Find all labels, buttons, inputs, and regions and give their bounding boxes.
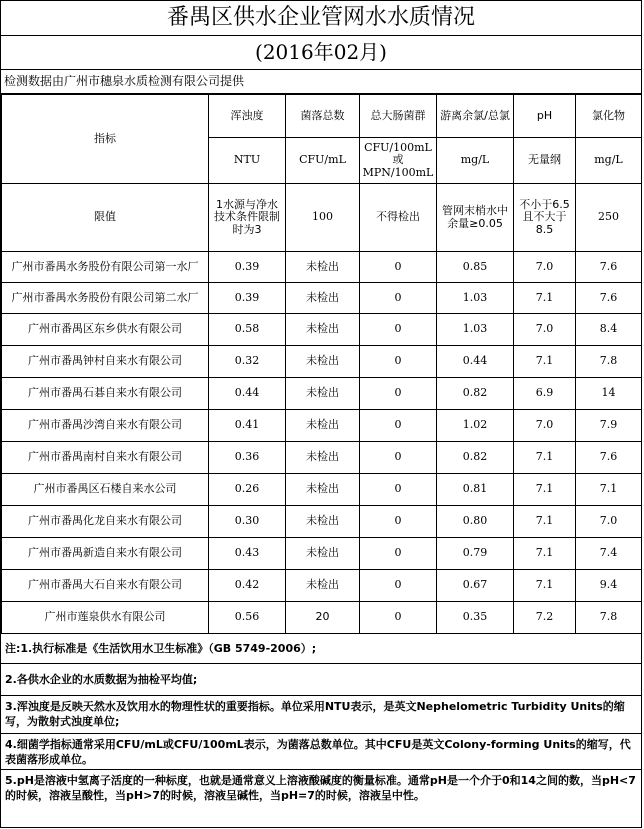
unit-chloride: mg/L: [576, 138, 642, 184]
cell-company: 广州市番禺化龙自来水有限公司: [2, 506, 209, 538]
cell-ph: 7.0: [514, 410, 576, 442]
cell-chloride: 14: [576, 378, 642, 410]
cell-company: 广州市番禺区石楼自来水公司: [2, 474, 209, 506]
table-row: [2, 570, 642, 602]
cell-chlorine: 0.67: [437, 570, 514, 602]
cell-turbidity: 0.41: [209, 410, 286, 442]
cell-ph: 7.0: [514, 314, 576, 346]
header-indicator: 指标: [2, 95, 209, 184]
cell-chloride: 8.4: [576, 314, 642, 346]
cell-chlorine: 0.82: [437, 378, 514, 410]
cell-colony: 未检出: [286, 570, 360, 602]
cell-ph: 7.1: [514, 538, 576, 570]
note-2: 2.各供水企业的水质数据为抽检平均值;: [1, 664, 641, 696]
cell-turbidity: 0.39: [209, 283, 286, 314]
cell-company: 广州市番禺大石自来水有限公司: [2, 570, 209, 602]
cell-chlorine: 0.44: [437, 346, 514, 378]
cell-colony: 未检出: [286, 538, 360, 570]
note-3: 3.浑浊度是反映天然水及饮用水的物理性状的重要指标。单位采用NTU表示，是英文Nephelometric Turbidity Units的缩写，为散射式浊度单位;: [1, 696, 641, 734]
cell-ph: 6.9: [514, 378, 576, 410]
table-row: [2, 283, 642, 314]
header-colony: 菌落总数: [286, 95, 360, 138]
cell-coliform: 0: [360, 314, 437, 346]
cell-company: 广州市番禺区东乡供水有限公司: [2, 314, 209, 346]
cell-turbidity: 0.44: [209, 378, 286, 410]
cell-chloride: 7.8: [576, 346, 642, 378]
cell-chlorine: 0.80: [437, 506, 514, 538]
cell-ph: 7.1: [514, 570, 576, 602]
cell-coliform: 0: [360, 506, 437, 538]
cell-ph: 7.1: [514, 506, 576, 538]
table-row: [2, 410, 642, 442]
table-row: [2, 378, 642, 410]
cell-colony: 未检出: [286, 506, 360, 538]
cell-company: 广州市番禺南村自来水有限公司: [2, 442, 209, 474]
cell-chloride: 7.6: [576, 442, 642, 474]
cell-coliform: 0: [360, 602, 437, 634]
cell-chlorine: 1.03: [437, 283, 514, 314]
limit-chloride: 250: [576, 184, 642, 252]
cell-turbidity: 0.32: [209, 346, 286, 378]
limit-colony: 100: [286, 184, 360, 252]
cell-coliform: 0: [360, 570, 437, 602]
cell-ph: 7.1: [514, 442, 576, 474]
cell-chloride: 7.9: [576, 410, 642, 442]
page-subtitle: (2016年02月): [1, 36, 641, 70]
table-row: [2, 474, 642, 506]
unit-chlorine: mg/L: [437, 138, 514, 184]
cell-coliform: 0: [360, 442, 437, 474]
water-quality-table: [1, 94, 642, 634]
cell-colony: 未检出: [286, 474, 360, 506]
limit-turbidity: 1水源与净水技术条件限制时为3: [209, 184, 286, 252]
cell-turbidity: 0.36: [209, 442, 286, 474]
cell-coliform: 0: [360, 474, 437, 506]
cell-ph: 7.2: [514, 602, 576, 634]
cell-turbidity: 0.42: [209, 570, 286, 602]
table-row: [2, 602, 642, 634]
table-row: [2, 506, 642, 538]
cell-company: 广州市番禺钟村自来水有限公司: [2, 346, 209, 378]
cell-turbidity: 0.43: [209, 538, 286, 570]
unit-ph: 无量纲: [514, 138, 576, 184]
unit-coliform: CFU/100mL或MPN/100mL: [360, 138, 437, 184]
cell-chlorine: 0.35: [437, 602, 514, 634]
data-rows: [2, 252, 642, 634]
cell-colony: 未检出: [286, 283, 360, 314]
cell-chloride: 9.4: [576, 570, 642, 602]
limit-row: [2, 184, 642, 252]
cell-coliform: 0: [360, 346, 437, 378]
cell-chloride: 7.8: [576, 602, 642, 634]
table-row: [2, 538, 642, 570]
cell-turbidity: 0.30: [209, 506, 286, 538]
page-title: 番禺区供水企业管网水水质情况: [1, 1, 641, 36]
cell-chlorine: 0.79: [437, 538, 514, 570]
cell-colony: 未检出: [286, 346, 360, 378]
limit-label: 限值: [2, 184, 209, 252]
note-5: 5.pH是溶液中氢离子活度的一种标度，也就是通常意义上溶液酸碱度的衡量标准。通常pH是一个介于0和14之间的数，当pH<7的时候，溶液呈酸性，当pH>7的时候，溶液呈碱性，当pH=7的时候，溶液呈中性。: [5, 774, 636, 802]
cell-chloride: 7.4: [576, 538, 642, 570]
cell-chloride: 7.0: [576, 506, 642, 538]
cell-turbidity: 0.58: [209, 314, 286, 346]
cell-colony: 20: [286, 602, 360, 634]
table-row: [2, 346, 642, 378]
cell-coliform: 0: [360, 283, 437, 314]
limit-chlorine: 管网末梢水中 余量≥0.05: [437, 184, 514, 252]
cell-ph: 7.0: [514, 252, 576, 283]
cell-coliform: 0: [360, 538, 437, 570]
cell-chlorine: 1.03: [437, 314, 514, 346]
cell-company: 广州市番禺水务股份有限公司第二水厂: [2, 283, 209, 314]
cell-chlorine: 1.02: [437, 410, 514, 442]
unit-turbidity: NTU: [209, 138, 286, 184]
cell-ph: 7.1: [514, 283, 576, 314]
limit-coliform: 不得检出: [360, 184, 437, 252]
cell-chloride: 7.1: [576, 474, 642, 506]
cell-turbidity: 0.56: [209, 602, 286, 634]
cell-ph: 7.1: [514, 474, 576, 506]
header-ph: pH: [514, 95, 576, 138]
cell-ph: 7.1: [514, 346, 576, 378]
cell-colony: 未检出: [286, 252, 360, 283]
cell-colony: 未检出: [286, 410, 360, 442]
header-chloride: 氯化物: [576, 95, 642, 138]
cell-turbidity: 0.39: [209, 252, 286, 283]
data-source-note: 检测数据由广州市穗泉水质检测有限公司提供: [1, 70, 641, 94]
cell-coliform: 0: [360, 410, 437, 442]
note-4: 4.细菌学指标通常采用CFU/mL或CFU/100mL表示，为菌落总数单位。其中CFU是英文Colony-forming Units的缩写，代表菌落形成单位。: [1, 734, 641, 770]
cell-chlorine: 0.81: [437, 474, 514, 506]
cell-chlorine: 0.85: [437, 252, 514, 283]
cell-company: 广州市番禺新造自来水有限公司: [2, 538, 209, 570]
table-row: [2, 252, 642, 283]
cell-colony: 未检出: [286, 378, 360, 410]
header-coliform: 总大肠菌群: [360, 95, 437, 138]
cell-company: 广州市番禺石碁自来水有限公司: [2, 378, 209, 410]
header-chlorine: 游离余氯/总氯: [437, 95, 514, 138]
cell-colony: 未检出: [286, 314, 360, 346]
limit-ph: 不小于6.5且不大于8.5: [514, 184, 576, 252]
header-row-names: [2, 95, 642, 138]
notes-section: [1, 634, 641, 826]
cell-chloride: 7.6: [576, 283, 642, 314]
cell-coliform: 0: [360, 252, 437, 283]
cell-colony: 未检出: [286, 442, 360, 474]
table-row: [2, 442, 642, 474]
unit-colony: CFU/mL: [286, 138, 360, 184]
cell-chloride: 7.6: [576, 252, 642, 283]
header-turbidity: 浑浊度: [209, 95, 286, 138]
cell-coliform: 0: [360, 378, 437, 410]
note-1: 注:1.执行标准是《生活饮用水卫生标准》（GB 5749-2006）;: [1, 634, 641, 664]
cell-company: 广州市番禺水务股份有限公司第一水厂: [2, 252, 209, 283]
cell-company: 广州市莲泉供水有限公司: [2, 602, 209, 634]
table-row: [2, 314, 642, 346]
cell-turbidity: 0.26: [209, 474, 286, 506]
cell-chlorine: 0.82: [437, 442, 514, 474]
cell-company: 广州市番禺沙湾自来水有限公司: [2, 410, 209, 442]
